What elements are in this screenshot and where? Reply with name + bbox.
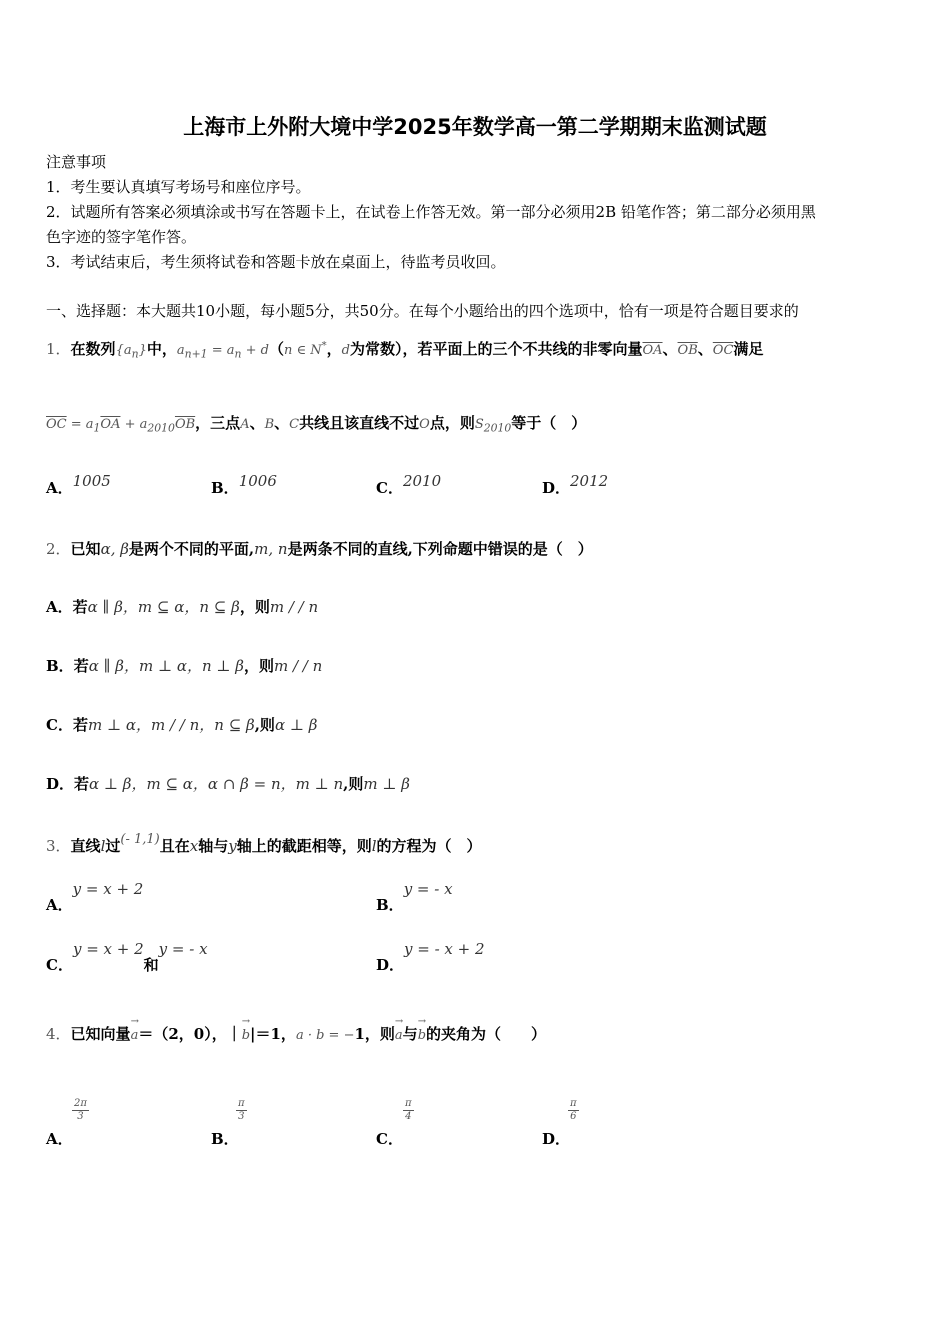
vector-b: → b bbox=[241, 1016, 251, 1043]
option-a-fraction: $\frac{2\pi}{3}$ bbox=[74, 1098, 87, 1122]
question-2: 2．已知α, β是两个不同的平面,m, n是两条不同的直线,下列命题中错误的是（ ） bbox=[46, 540, 593, 558]
vector-ob: $\overline{OB}$ bbox=[677, 343, 698, 358]
option-c-fraction: $\frac{\pi}{4}$ bbox=[405, 1098, 412, 1122]
option-a-label: A． bbox=[46, 1130, 73, 1148]
option-d: D．y = - x + 2 bbox=[376, 940, 485, 974]
question-number: 1． bbox=[46, 340, 71, 358]
vector-a: → a bbox=[130, 1016, 139, 1043]
vector-oc: $\overline{OC}$ bbox=[712, 343, 734, 358]
notice-item: 3．考试结束后，考生须将试卷和答题卡放在桌面上，待监考员收回。 bbox=[46, 253, 506, 271]
option-c: C．若m ⊥ α，m / / n，n ⊆ β,则α ⊥ β bbox=[46, 716, 318, 734]
question-3: 3．直线l过(- 1,1)且在x轴与y轴上的截距相等，则l的方程为（ ） bbox=[46, 832, 482, 855]
option-a: A．1005 bbox=[46, 472, 111, 497]
math-sequence: $\{a_n\}$ bbox=[115, 343, 147, 361]
option-d: D．若α ⊥ β，m ⊆ α，α ∩ β = n，m ⊥ n,则m ⊥ β bbox=[46, 775, 410, 793]
page-title: 上海市上外附大境中学2025年数学高一第二学期期末监测试题 bbox=[183, 115, 767, 139]
notice-item: 2．试题所有答案必须填涂或书写在答题卡上，在试卷上作答无效。第一部分必须用2B 铅笔作答；第二部分必须用黑 bbox=[46, 203, 816, 221]
notice-item: 1．考生要认真填写考场号和座位序号。 bbox=[46, 178, 311, 196]
notice-heading: 注意事项 bbox=[46, 153, 107, 171]
math-recurrence: $a_{n+1} = a_n + d$ bbox=[176, 343, 269, 361]
option-d-fraction: $\frac{\pi}{6}$ bbox=[570, 1098, 577, 1122]
question-1-line-1: 1．在数列$\{a_n\}$中，$a_{n+1} = a_n + d(n$ ∈ N*，d为常数），若平面上的三个不共线的非零向量$\overline{OA}$、$\overline{OB}$、$\overline{OC}$满足 bbox=[46, 340, 764, 361]
notice-item: 色字迹的签字笔作答。 bbox=[46, 228, 197, 246]
option-d-label: D． bbox=[542, 1130, 571, 1148]
question-1-line-2: $\overline{OC} = a_1\overline{OA} + a_{2010}\overline{OB}$，三点A、B、C共线且该直线不过O点，则$S_{2010}$等于（ ） bbox=[46, 414, 587, 435]
option-b-fraction: $\frac{\pi}{3}$ bbox=[238, 1098, 245, 1122]
option-c: C．2010 bbox=[376, 472, 442, 497]
question-4: 4．已知向量 → a＝（2，0），｜ → b|＝1，a · b = −1，则 → a与 → b的夹角为（ ） bbox=[46, 1016, 547, 1043]
option-a: A．若α ∥ β，m ⊆ α，n ⊆ β，则m / / n bbox=[46, 598, 319, 616]
option-c-label: C． bbox=[376, 1130, 403, 1148]
option-b: B．若α ∥ β，m ⊥ α，n ⊥ β，则m / / n bbox=[46, 657, 323, 675]
math-condition: n ∈ N* bbox=[283, 340, 327, 358]
option-d: D．2012 bbox=[542, 472, 609, 497]
section-heading: 一、选择题：本大题共10小题，每小题5分，共50分。在每个小题给出的四个选项中，恰有一项是符合题目要求的 bbox=[46, 302, 799, 320]
option-b: B．y = - x bbox=[376, 880, 453, 914]
option-a: A．y = x + 2 bbox=[46, 880, 144, 914]
option-c: C．y = x + 2和y = - x bbox=[46, 940, 208, 974]
vector-oa: $\overline{OA}$ bbox=[642, 343, 663, 358]
option-b-label: B． bbox=[211, 1130, 239, 1148]
option-b: B．1006 bbox=[211, 472, 277, 497]
